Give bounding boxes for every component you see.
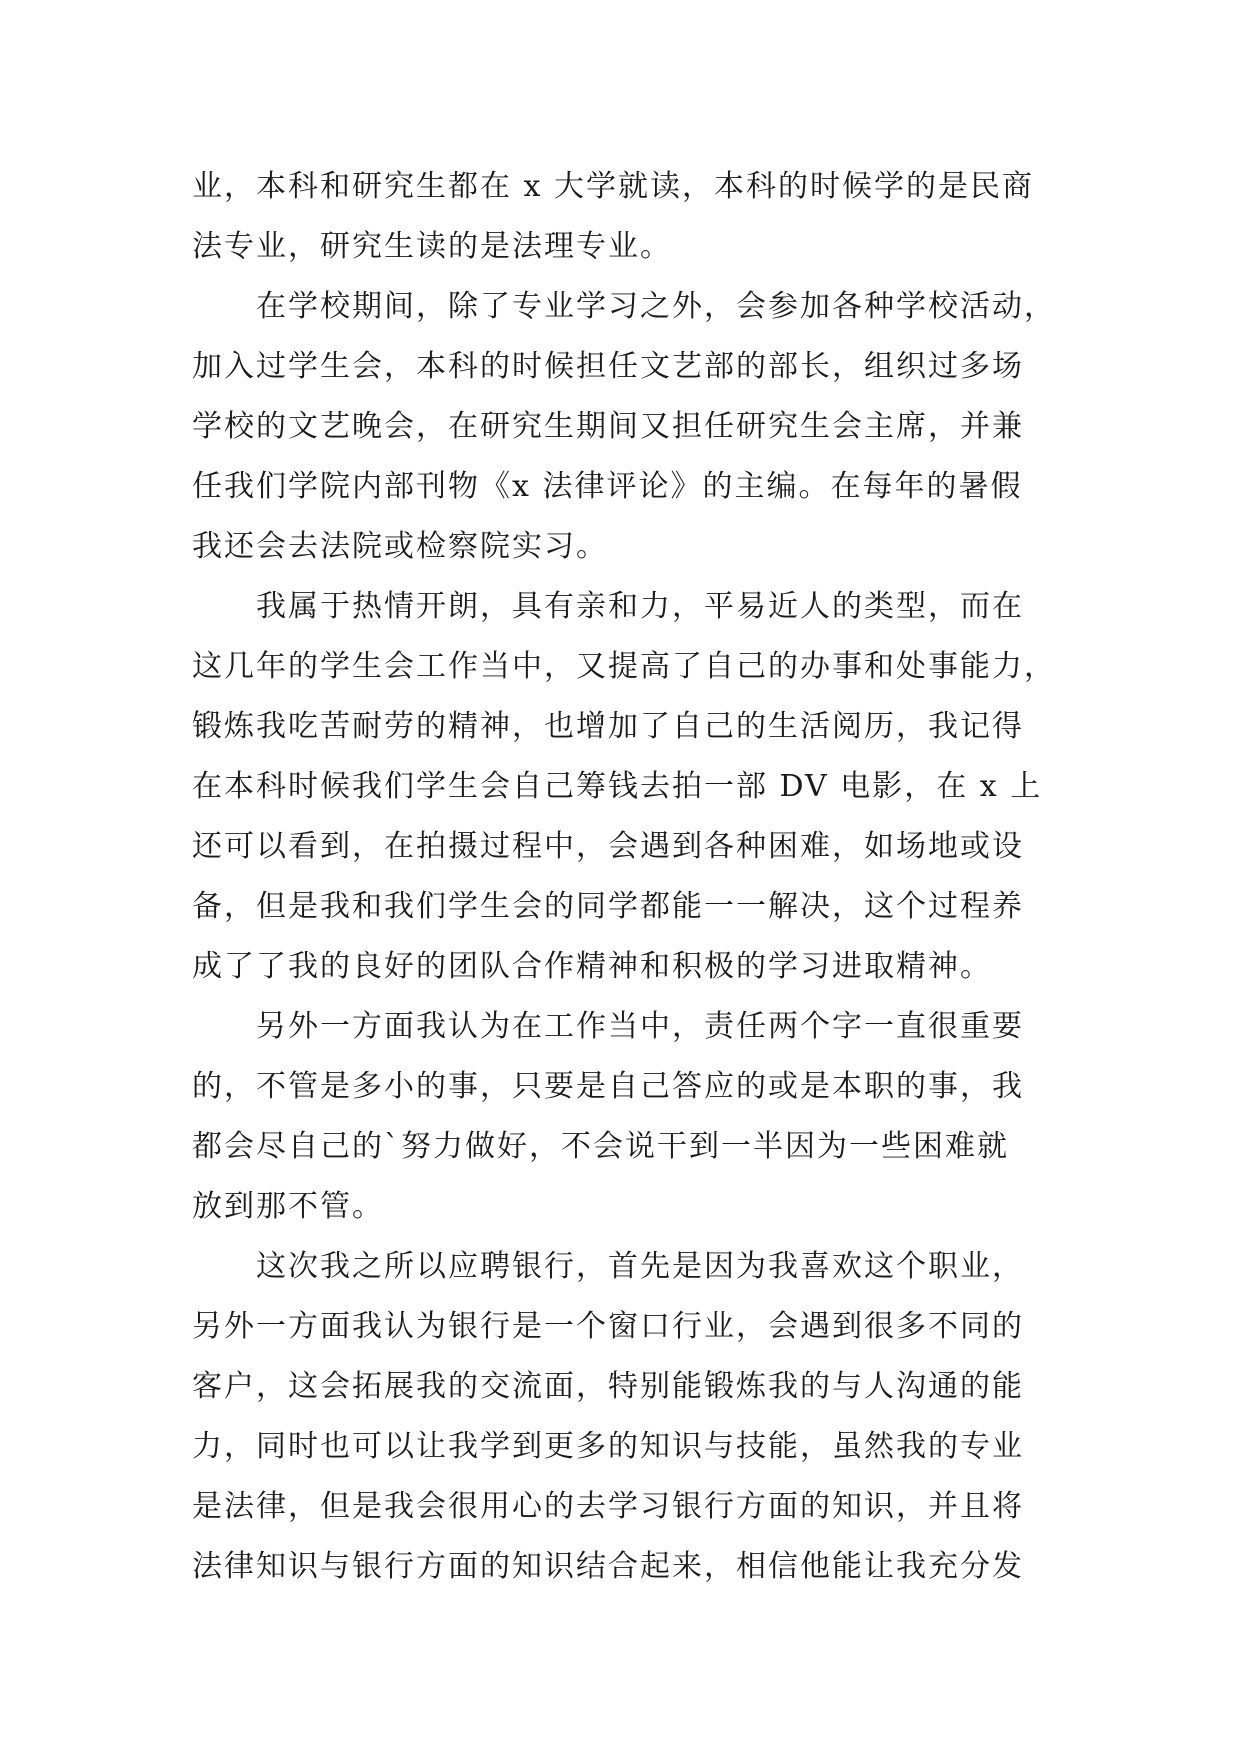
paragraph-3: [192, 577, 1056, 997]
text-line: 放到那不管。: [192, 1189, 384, 1224]
document-body: [192, 157, 1056, 1597]
text-line: 客户，这会拓展我的交流面，特别能锻炼我的与人沟通的能: [192, 1369, 1024, 1404]
text-line: 力，同时也可以让我学到更多的知识与技能，虽然我的专业: [192, 1429, 1024, 1464]
text-line: 另外一方面我认为银行是一个窗口行业，会遇到很多不同的: [192, 1309, 1024, 1344]
paragraph-1: [192, 157, 1052, 277]
text-line: 都会尽自己的`努力做好，不会说干到一半因为一些困难就: [192, 1129, 1009, 1164]
text-line: 这次我之所以应聘银行，首先是因为我喜欢这个职业，: [256, 1249, 1024, 1284]
text-line: 任我们学院内部刊物《x 法律评论》的主编。在每年的暑假: [192, 469, 1023, 504]
text-line: 是法律，但是我会很用心的去学习银行方面的知识，并且将: [192, 1489, 1024, 1524]
text-line: 备，但是我和我们学生会的同学都能一一解决，这个过程养: [192, 889, 1024, 924]
paragraph-5: [192, 1237, 1052, 1597]
paragraph-4: [192, 997, 1052, 1237]
text-line: 法专业，研究生读的是法理专业。: [192, 229, 672, 264]
text-line: 在本科时候我们学生会自己筹钱去拍一部 DV 电影，在 x 上: [192, 769, 1043, 804]
text-line: 业，本科和研究生都在 x 大学就读，本科的时候学的是民商: [192, 169, 1034, 204]
text-line: 锻炼我吃苦耐劳的精神，也增加了自己的生活阅历，我记得: [192, 709, 1024, 744]
text-line: 的，不管是多小的事，只要是自己答应的或是本职的事，我: [192, 1069, 1024, 1104]
text-line: 另外一方面我认为在工作当中，责任两个字一直很重要: [256, 1009, 1024, 1044]
text-line: 还可以看到，在拍摄过程中，会遇到各种困难，如场地或设: [192, 829, 1024, 864]
text-line: 学校的文艺晚会，在研究生期间又担任研究生会主席，并兼: [192, 409, 1024, 444]
text-line: 我还会去法院或检察院实习。: [192, 529, 608, 564]
text-line: 法律知识与银行方面的知识结合起来，相信他能让我充分发: [192, 1549, 1024, 1584]
text-line: 这几年的学生会工作当中，又提高了自己的办事和处事能力，: [192, 649, 1056, 684]
text-line: 我属于热情开朗，具有亲和力，平易近人的类型，而在: [256, 589, 1024, 624]
text-line: 在学校期间，除了专业学习之外，会参加各种学校活动，: [256, 289, 1056, 324]
text-line: 成了了我的良好的团队合作精神和积极的学习进取精神。: [192, 949, 992, 984]
text-line: 加入过学生会，本科的时候担任文艺部的部长，组织过多场: [192, 349, 1024, 384]
paragraph-2: [192, 277, 1056, 577]
